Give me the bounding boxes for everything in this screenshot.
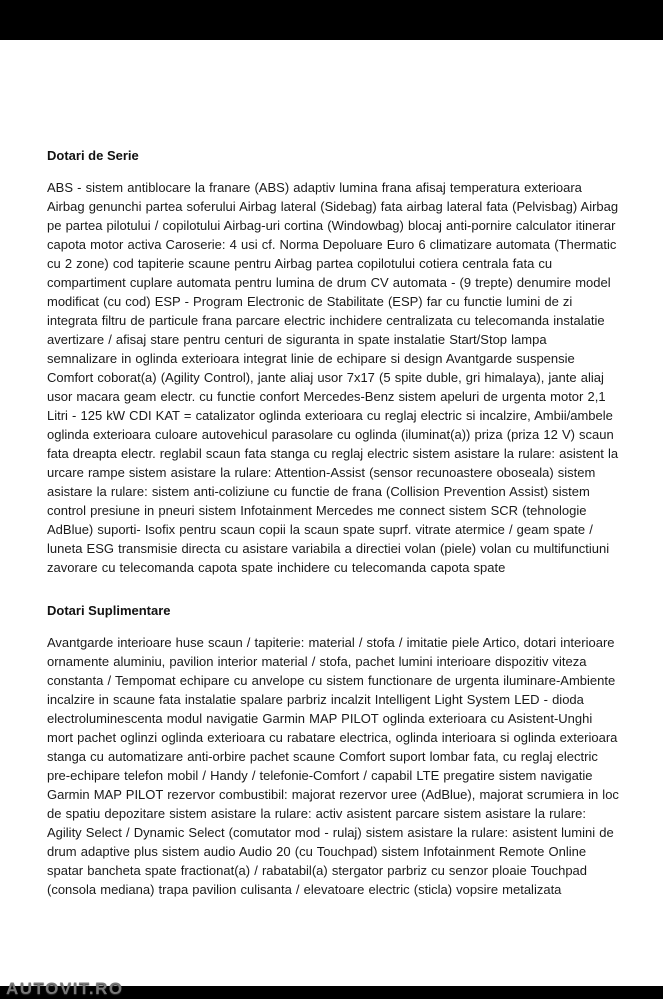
standard-equipment-text: ABS - sistem antiblocare la franare (ABS) adaptiv lumina frana afisaj temperatura exterioara Airbag genunchi partea soferului Airbag lateral (Sidebag) fata airbag lateral fata (Pelvisbag) Airbag pe partea pilotului / copilotului Airbag-uri cortina (Windowbag) blocaj anti-pornire calculator itinerar capota motor activa Caroserie: 4 usi cf. Norma Depoluare Euro 6 climatizare automata (Thermatic cu 2 zone) cod tapiterie scaune pentru Airbag partea copilotului cotiera centrala fata cu compartiment cuplare automata pentru lumina de drum CV automata - (9 trepte) denumire model modificat (cu cod) ESP - Program Electronic de Stabilitate (ESP) far cu functie lumini de zi integrata filtru de particule frana parcare electric inchidere centralizata cu telecomanda instalatie avertizare / afisaj stare pentru centuri de siguranta in spate instalatie Start/Stop lampa semnalizare in oglinda exterioara integrat linie de echipare si design Avantgarde suspensie Comfort coborat(a) (Agility Control), jante aliaj usor 7x17 (5 spite duble, gri himalaya), jante aliaj usor macara geam electr. cu functie confort Mercedes-Benz sistem apeluri de urgenta motor 2,1 Litri - 125 kW CDI KAT = catalizator oglinda exterioara cu reglaj electric si incalzire, Ambii/ambele oglinda exterioara culoare autovehicul parasolare cu oglinda (iluminat(a)) priza (priza 12 V) scaun fata dreapta electr. reglabil scaun fata stanga cu reglaj electric sistem asistare la rulare: asistent la urcare rampe sistem asistare la rulare: Attention-Assist (sensor recunoastere oboseala) sistem asistare la rulare: sistem anti-coliziune cu functie de frana (Collision Prevention Assist) sistem control presiune in pneuri sistem Infotainment Mercedes me connect sistem SCR (tehnologie AdBlue) suporti- Isofix pentru scaun copii la scaun spate suprf. vitrate atermice / geam spate / luneta ESG transmisie directa cu asistare variabila a directiei volan (piele) volan cu multifunctiuni zavorare cu telecomanda capota spate inchidere cu telecomanda capota spate [47,180,619,575]
autovit-watermark: AUTOVIT.RO [6,979,124,998]
equipment-document [47,148,619,925]
top-black-bar [0,0,663,40]
optional-equipment-text: Avantgarde interioare huse scaun / tapiterie: material / stofa / imitatie piele Artico, dotari interioare ornamente aluminiu, pavilion interior material / stofa, pachet lumini interioare dispozitiv viteza constanta / Tempomat echipare cu anvelope cu sistem functionare de urgenta iluminare-Ambiente incalzire in scaune fata instalatie spalare parbriz incalzit Intelligent Light System LED - dioda electroluminescenta modul navigatie Garmin MAP PILOT oglinda exterioara cu Asistent-Unghi mort pachet oglinzi oglinda exterioara cu rabatare electrica, oglinda interioara si oglinda exterioara stanga cu automatizare anti-orbire pachet scaune Comfort suport lombar fata, cu reglaj electric pre-echipare telefon mobil / Handy / telefonie-Comfort / capabil LTE pregatire sistem navigatie Garmin MAP PILOT rezervor combustibil: majorat rezervor uree (AdBlue), majorat scrumiera in loc de spatiu depozitare sistem asistare la rulare: activ asistent parcare sistem asistare la rulare: Agility Select / Dynamic Select (comutator mod - rulaj) sistem asistare la rulare: asistent lumini de drum adaptive plus sistem audio Audio 20 (cu Touchpad) sistem Infotainment Remote Online spatar bancheta spate fractionat(a) / rabatabil(a) stergator parbriz cu senzor ploaie Touchpad (consola mediana) trapa pavilion culisanta / elevatoare electric (sticla) vopsire metalizata [47,635,619,897]
optional-equipment-heading: Dotari Suplimentare [47,603,171,618]
standard-equipment-heading: Dotari de Serie [47,148,139,163]
